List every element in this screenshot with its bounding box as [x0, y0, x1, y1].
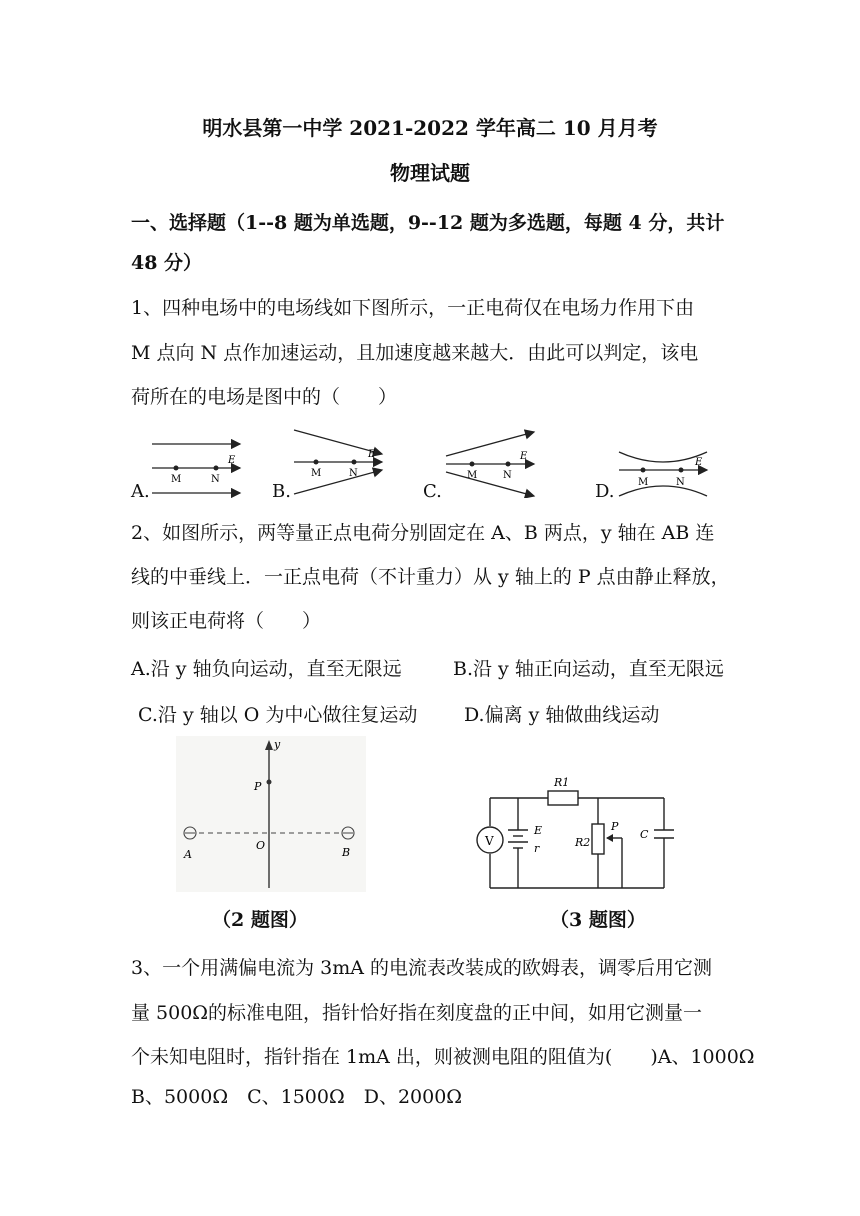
q3-r1-label: R1 — [554, 776, 570, 789]
q2-p-label: P — [254, 780, 262, 793]
section-heading-line1: 一、选择题（1--8 题为单选题，9--12 题为多选题，每题 4 分，共计 — [131, 212, 725, 234]
q1d-n-label: N — [676, 477, 685, 488]
q1-line1: 1、四种电场中的电场线如下图所示，一正电荷仅在电场力作用下由 — [131, 297, 695, 319]
q1-figure-a — [148, 436, 248, 500]
section-heading-line2: 48 分） — [131, 252, 203, 274]
q3-e-label: E — [534, 824, 543, 837]
q1a-n-label: N — [211, 474, 220, 485]
q2-option-d: D.偏离 y 轴做曲线运动 — [464, 704, 660, 726]
q1a-e-label: E — [228, 455, 236, 466]
q3-line2: 量 500Ω的标准电阻，指针恰好指在刻度盘的正中间，如用它测量一 — [131, 1002, 703, 1024]
q1-option-c: C. — [423, 481, 442, 502]
q2-a-label: A — [184, 848, 192, 861]
q1-figure-b — [290, 426, 390, 496]
q2-option-c: C.沿 y 轴以 O 为中心做往复运动 — [138, 704, 418, 726]
exam-subtitle: 物理试题 — [390, 161, 470, 185]
q1b-e-label: E — [368, 449, 376, 460]
q3-r2-label: R2 — [575, 836, 591, 849]
q1c-e-label: E — [520, 451, 528, 462]
q1c-m-label: M — [467, 470, 478, 481]
q2-line3: 则该正电荷将（ ） — [131, 610, 322, 632]
q1-line2: M 点向 N 点作加速运动，且加速度越来越大．由此可以判定，该电 — [131, 342, 699, 364]
q1b-n-label: N — [349, 468, 358, 479]
q2-line2: 线的中垂线上．一正点电荷（不计重力）从 y 轴上的 P 点由静止释放， — [131, 566, 730, 588]
q2-b-label: B — [342, 846, 351, 859]
q3-figure — [466, 772, 692, 894]
q1-figure-d — [615, 440, 715, 500]
q2-option-b: B.沿 y 轴正向运动，直至无限远 — [453, 658, 724, 680]
q3-line3: 个未知电阻时，指针指在 1mA 出，则被测电阻的阻值为( )A、1000Ω — [131, 1046, 755, 1068]
q3-line4: B、5000Ω C、1500Ω D、2000Ω — [131, 1086, 463, 1108]
q3-line1: 3、一个用满偏电流为 3mA 的电流表改装成的欧姆表，调零后用它测 — [131, 957, 712, 979]
q1a-m-label: M — [171, 474, 182, 485]
exam-title: 明水县第一中学 2021-2022 学年高二 10 月月考 — [202, 116, 658, 140]
q1b-m-label: M — [311, 468, 322, 479]
q1-line3: 荷所在的电场是图中的（ ） — [131, 386, 398, 408]
q3-v-label: V — [485, 834, 494, 848]
q2-line1: 2、如图所示，两等量正点电荷分别固定在 A、B 两点，y 轴在 AB 连 — [131, 522, 715, 544]
q1-option-b: B. — [272, 481, 291, 502]
q2-figure — [176, 736, 366, 892]
q1-option-a: A. — [131, 481, 150, 502]
q2-figure-caption: （2 题图） — [212, 909, 308, 931]
q1d-m-label: M — [638, 477, 649, 488]
q2-option-a: A.沿 y 轴负向运动，直至无限远 — [131, 658, 402, 680]
q1c-n-label: N — [503, 470, 512, 481]
q2-o-label: O — [256, 839, 266, 852]
q1-option-d: D. — [595, 481, 615, 502]
q1d-e-label: E — [695, 457, 703, 468]
q3-r-label: r — [534, 842, 540, 855]
q3-c-label: C — [640, 828, 649, 841]
q3-figure-caption: （3 题图） — [550, 909, 646, 931]
q3-p-label: P — [611, 820, 619, 833]
q1-figure-c — [442, 426, 542, 498]
q2-y-label: y — [274, 738, 281, 751]
